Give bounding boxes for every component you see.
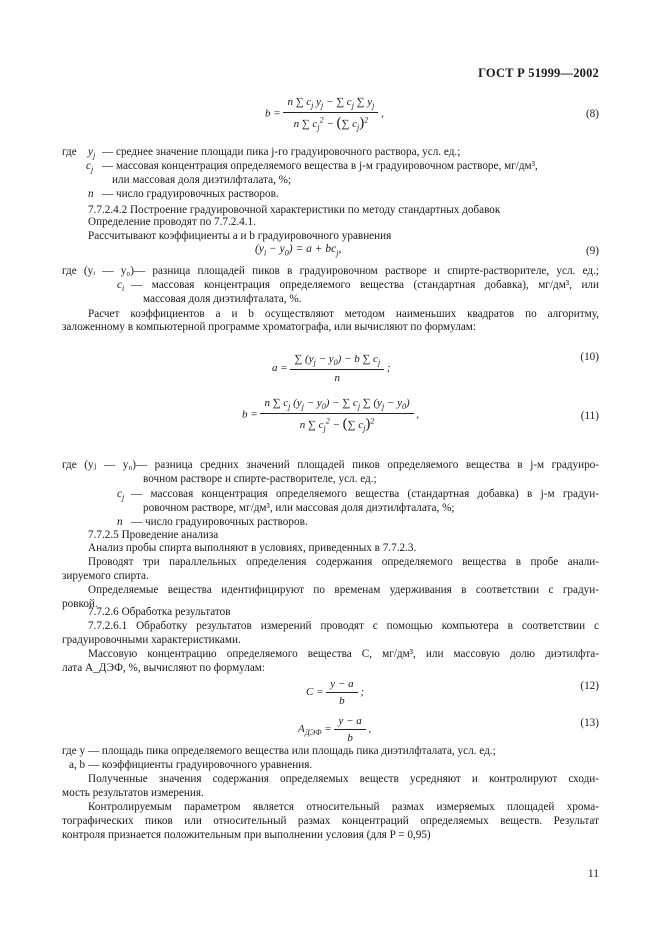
text-line: или массовая доля диэтилфталата, %; <box>112 174 292 186</box>
var-n: n <box>88 188 94 200</box>
text-line: где y — площадь пика определяемого вещества или площадь пика диэтилфталата, усл. ед.; <box>62 745 496 757</box>
text-line: заложенному в компьютерной программе хроматографа, или вычисляют по формулам: <box>62 321 476 333</box>
text-line: — массовая концентрация определяемого вещества в j-м градуировочном растворе, мг/дм³, <box>102 160 538 172</box>
formula-13: $A_{ДЭФ}$ = $\frac{y - a}{b}$ , <box>298 715 372 744</box>
text-line: — массовая концентрация определяемого вещества (стандартная добавка), мг/дм³, или <box>131 279 599 291</box>
formula-10: a = $\frac{\sum (y_j - y_0) - b \sum c_j}{n}$ ; <box>272 353 391 385</box>
text-line: градуировочными характеристиками. <box>62 634 241 646</box>
equation-number-12: (12) <box>580 680 599 692</box>
text-line: Анализ пробы спирта выполняют в условиях, приведенных в 7.7.2.3. <box>88 542 417 554</box>
equation-number-11: (11) <box>580 410 599 422</box>
equation-number-10: (10) <box>580 351 599 363</box>
var-ci: $c_i$ <box>117 279 125 294</box>
text-line: — число градуировочных растворов. <box>131 516 308 528</box>
text-line: где (yⱼ — y₀)— разница средних значений площадей пиков определяемого вещества в j-м градуиро- <box>62 459 599 471</box>
text-line: вочном растворе и спирте-растворителе, усл. ед.; <box>143 473 377 485</box>
text-line: — массовая концентрация определяемого вещества (стандартная добавка) в j-м градуи- <box>131 488 599 500</box>
text-line: a, b — коэффициенты градуировочного уравнения. <box>69 759 313 771</box>
text-line: зируемого спирта. <box>62 570 149 582</box>
text-line: лата A_ДЭФ, %, вычисляют по формулам: <box>62 662 265 674</box>
var-yj: $y_j$ <box>88 146 96 161</box>
text-line: Массовую концентрацию определяемого вещества C, мг/дм³, или массовую долю диэтилфта- <box>88 648 599 660</box>
formula-8: b = $\frac{n \sum c_j y_j - \sum c_j \sum y_j}{n \sum c_j^2 - (\sum c_j)^2}$ , <box>265 96 384 133</box>
equation-number-9: (9) <box>585 245 599 257</box>
text-line: мость результатов измерения. <box>62 787 204 799</box>
var-n: n <box>117 516 123 528</box>
equation-number-8: (8) <box>585 108 599 120</box>
var-cj: $c_j$ <box>117 488 125 503</box>
section-heading: 7.7.2.5 Проведение анализа <box>88 529 219 541</box>
text-line: контроля признается положительным при выполнении условия (для P = 0,95) <box>62 829 431 841</box>
text-line: тографических пиков или относительный размах концентраций определяемых веществ. Результат <box>62 815 599 827</box>
text-line: массовая доля диэтилфталата, %. <box>143 293 302 305</box>
text-line: Полученные значения содержания определяемых веществ усредняют и контролируют сходи- <box>88 773 599 785</box>
section-heading: 7.7.2.4.2 Построение градуировочной характеристики по методу стандартных добавок <box>88 204 501 216</box>
text-line: — среднее значение площади пика j-го градуировочного раствора, усл. ед.; <box>102 146 461 158</box>
page-number: 11 <box>587 868 599 880</box>
text-line: — число градуировочных растворов. <box>102 188 279 200</box>
var-cj: $c_j$ <box>86 160 94 175</box>
text-line: ровкой. <box>62 598 98 610</box>
document-header: ГОСТ Р 51999—2002 <box>478 66 599 80</box>
text-line: где (yᵢ — y₀)— разница площадей пиков в градуировочном растворе и спирте-растворителе, усл. ед.; <box>62 265 599 277</box>
text-line: Контролируемым параметром является относительный размах измеряемых площадей хрома- <box>88 801 599 813</box>
text-line: Определяемые вещества идентифицируют по временам удерживания в соответствии с градуи- <box>88 584 599 596</box>
formula-9: $(y_i - y_0) = a + bc_j$, <box>255 243 342 258</box>
text-line: Проводят три параллельных определения содержания определяемого вещества в пробе анали- <box>88 556 599 568</box>
formula-11: b = $\frac{n \sum c_j (y_j - y_0) - \sum c_j \sum (y_j - y_0)}{n \sum c_j^2 - (\sum c_j)^2}$ , <box>242 397 420 434</box>
text-line: ровочном растворе, мг/дм³, или массовая доля диэтилфталата, %; <box>143 502 455 514</box>
text-line: 7.7.2.6.1 Обработку результатов измерений проводят с помощью компьютера в соответствии с <box>88 620 599 632</box>
equation-number-13: (13) <box>580 717 599 729</box>
text-line: Определение проводят по 7.7.2.4.1. <box>88 216 256 228</box>
section-heading: 7.7.2.6 Обработка результатов <box>88 606 231 618</box>
text-line: Рассчитывают коэффициенты a и b градуировочного уравнения <box>88 230 392 242</box>
where-label: где <box>62 146 77 158</box>
text-line: Расчет коэффициентов a и b осуществляют методом наименьших квадратов по алгоритму, <box>88 308 599 320</box>
formula-12: C = $\frac{y - a}{b}$ ; <box>306 678 364 707</box>
